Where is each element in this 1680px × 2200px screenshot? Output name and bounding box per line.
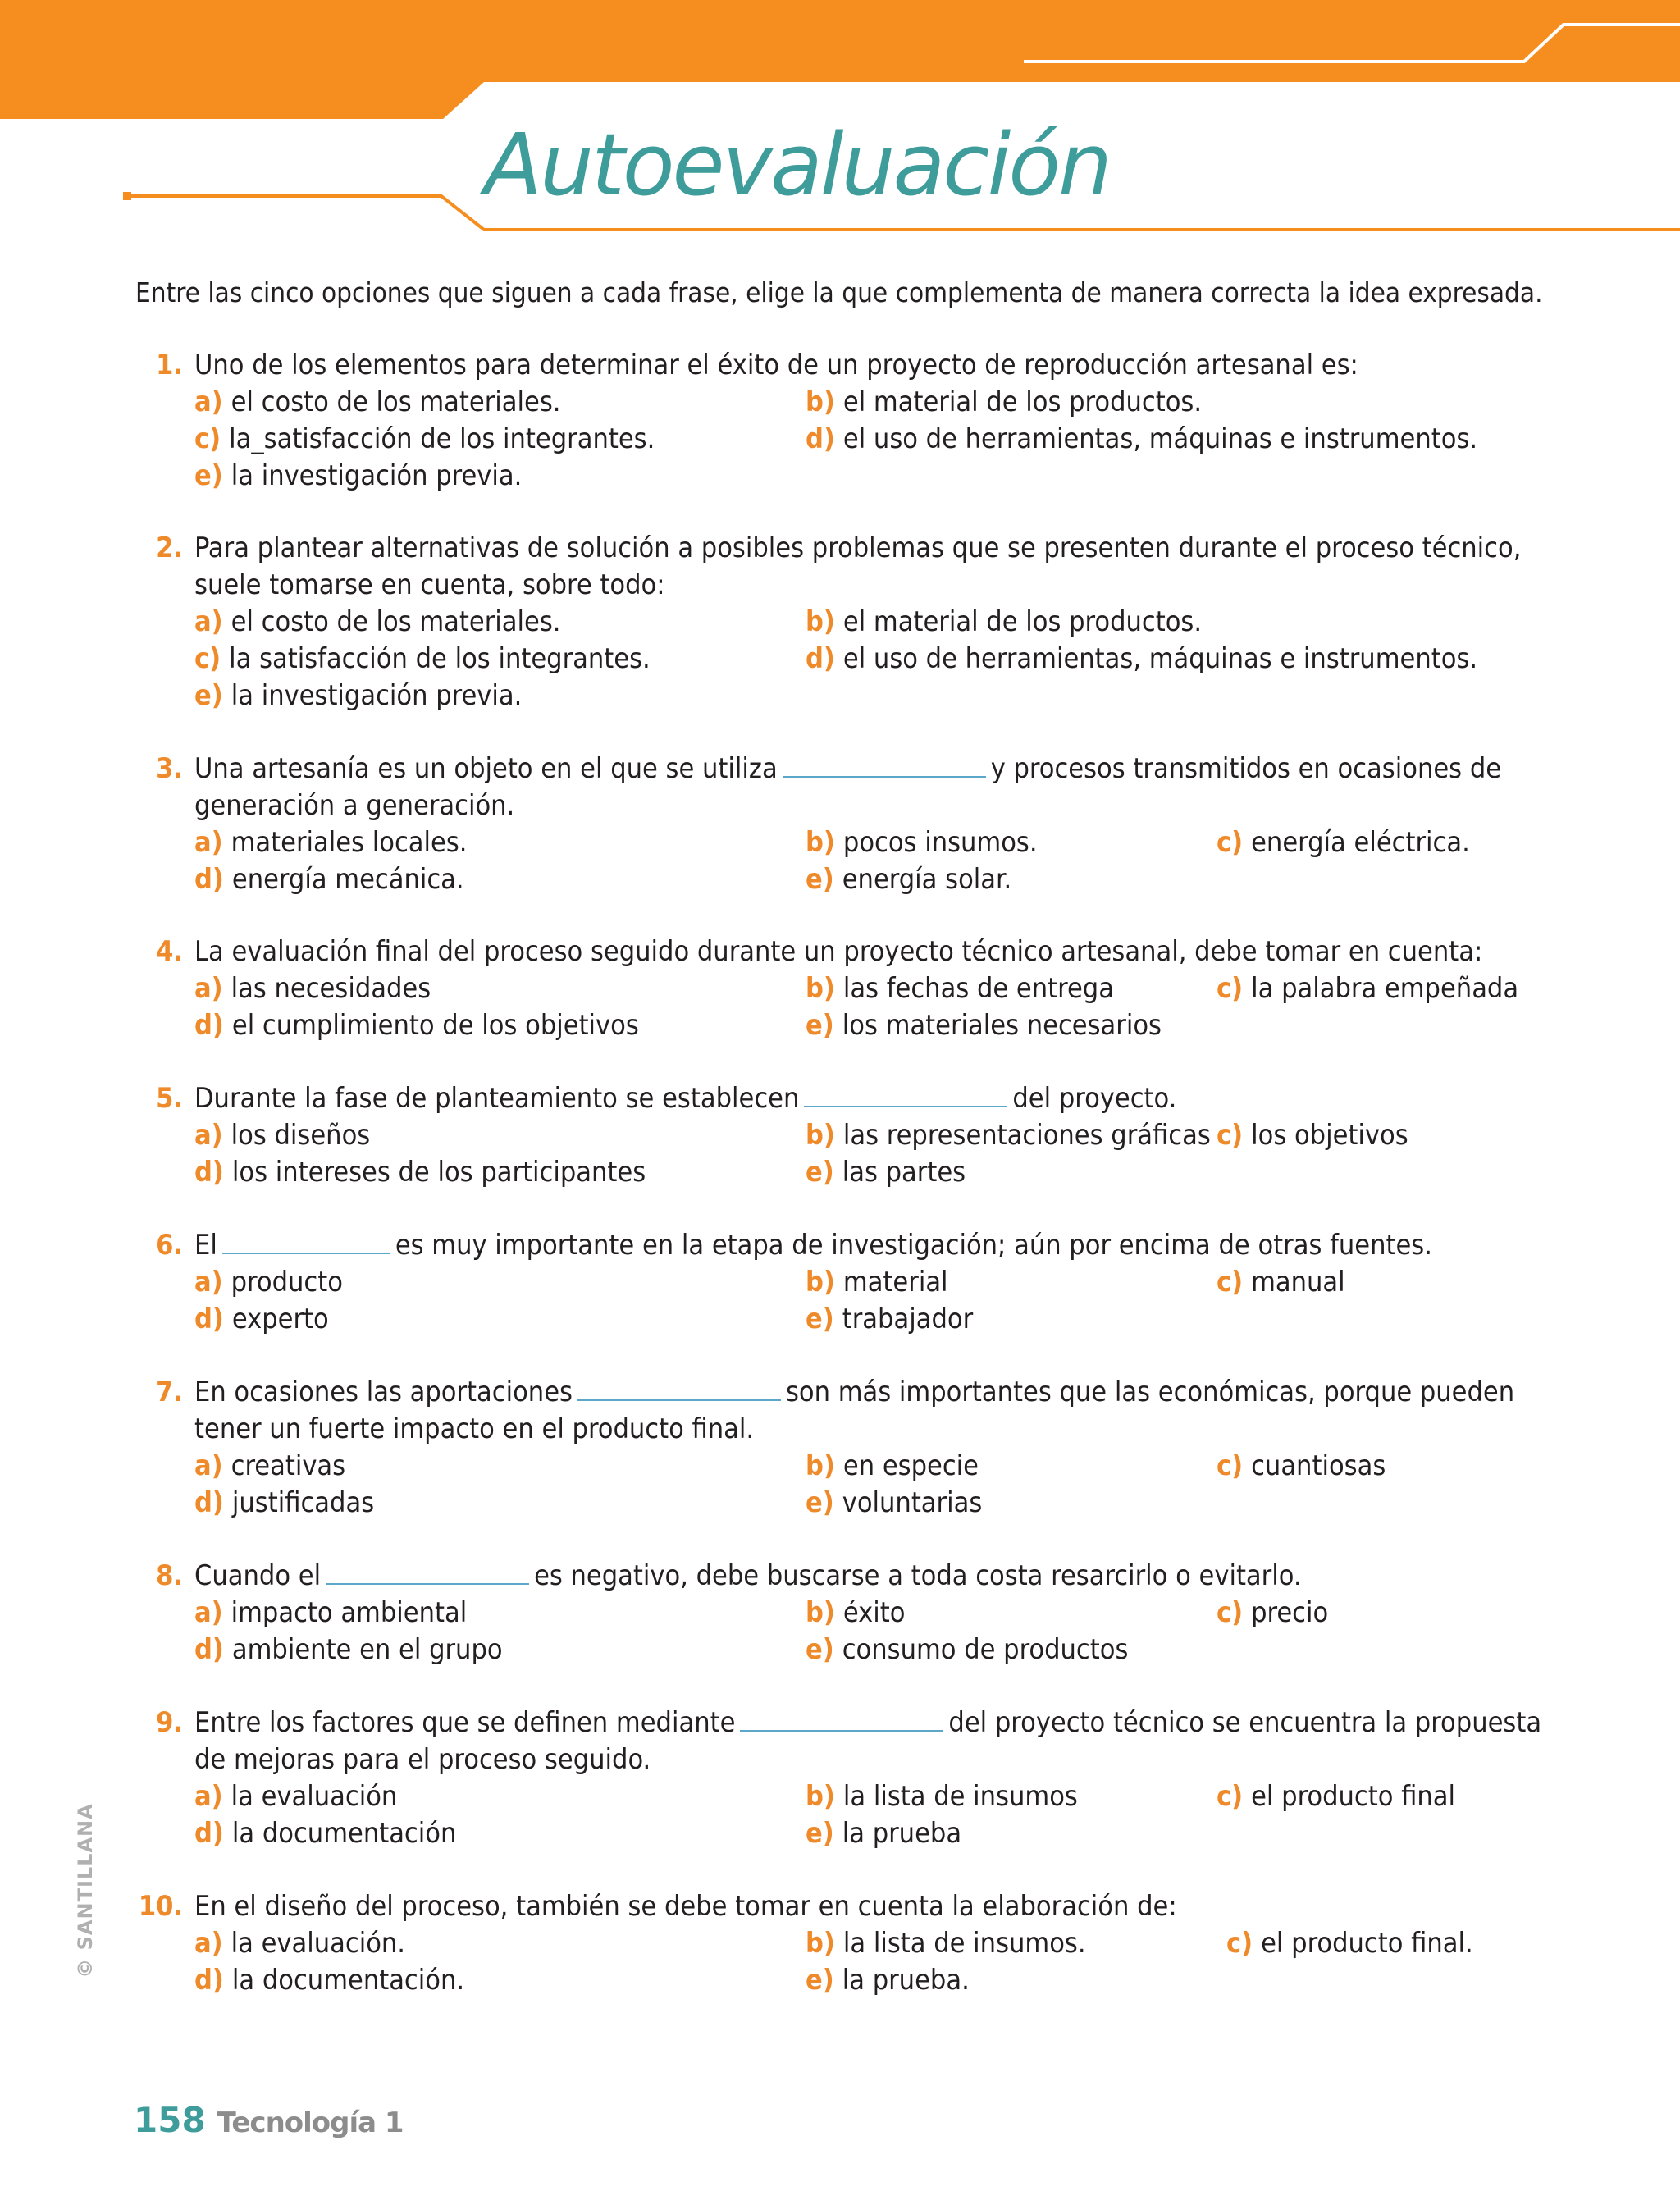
- question-text: Uno de los elementos para determinar el éxito de un proyecto de reproducción artesanal es:: [194, 349, 1358, 381]
- option-e[interactable]: e) la prueba: [806, 1817, 962, 1850]
- question-text-after: del proyecto técnico se encuentra la propuesta: [948, 1706, 1542, 1739]
- page-number: 158: [134, 2100, 206, 2140]
- option-a[interactable]: a) los diseños: [194, 1119, 371, 1152]
- question-text-after: del proyecto.: [1012, 1082, 1177, 1115]
- question-4: [135, 933, 1530, 1044]
- question-1: [135, 347, 1530, 495]
- question-number: 4.: [156, 935, 183, 968]
- answer-blank[interactable]: [222, 1228, 390, 1254]
- question-text: Durante la fase de planteamiento se establecen: [194, 1082, 800, 1115]
- option-c[interactable]: c) el producto final: [1217, 1780, 1456, 1813]
- instructions-text: Entre las cinco opciones que siguen a cada frase, elige la que complementa de manera correcta la idea expresada.: [135, 276, 1543, 308]
- question-9: [135, 1705, 1542, 1852]
- question-text-after: es muy importante en la etapa de investigación; aún por encima de otras fuentes.: [395, 1229, 1432, 1262]
- option-d[interactable]: d) los intereses de los participantes: [194, 1156, 646, 1189]
- option-c[interactable]: c) precio: [1217, 1596, 1329, 1629]
- option-b[interactable]: b) material: [806, 1266, 948, 1299]
- question-number: 7.: [156, 1376, 183, 1408]
- question-text: Para plantear alternativas de solución a posibles problemas que se presenten durante el proceso técnico,: [194, 532, 1522, 564]
- question-text: En ocasiones las aportaciones: [194, 1376, 573, 1408]
- option-d[interactable]: d) justificadas: [194, 1486, 375, 1519]
- answer-blank[interactable]: [804, 1081, 1007, 1107]
- option-c[interactable]: c) el producto final.: [1226, 1927, 1473, 1960]
- question-text: La evaluación final del proceso seguido durante un proyecto técnico artesanal, debe tomar en cuenta:: [194, 935, 1483, 968]
- question-text-continued: tener un fuerte impacto en el producto final.: [194, 1413, 755, 1445]
- question-text: El: [194, 1229, 217, 1262]
- answer-blank[interactable]: [783, 751, 986, 778]
- question-2: [135, 530, 1530, 714]
- option-a[interactable]: a) producto: [194, 1266, 343, 1299]
- option-d[interactable]: d) el cumplimiento de los objetivos: [194, 1009, 639, 1042]
- question-number: 2.: [156, 532, 183, 564]
- option-e[interactable]: e) voluntarias: [806, 1486, 983, 1519]
- option-b[interactable]: b) éxito: [806, 1596, 906, 1629]
- answer-blank[interactable]: [740, 1705, 943, 1732]
- question-text: Cuando el: [194, 1559, 322, 1592]
- question-text: En el diseño del proceso, también se debe tomar en cuenta la elaboración de:: [194, 1890, 1177, 1923]
- option-a[interactable]: a) el costo de los materiales.: [194, 605, 561, 638]
- option-b[interactable]: b) la lista de insumos.: [806, 1927, 1086, 1960]
- option-d[interactable]: d) energía mecánica.: [194, 863, 464, 896]
- question-10: [135, 1888, 1530, 1999]
- option-c[interactable]: c) cuantiosas: [1217, 1449, 1386, 1482]
- page-footer: [134, 2100, 404, 2140]
- option-c[interactable]: c) los objetivos: [1217, 1119, 1408, 1152]
- question-text-after: son más importantes que las económicas, porque pueden: [785, 1376, 1515, 1408]
- option-e[interactable]: e) consumo de productos: [806, 1633, 1129, 1666]
- question-text-continued: suele tomarse en cuenta, sobre todo:: [194, 568, 665, 601]
- book-title: Tecnología 1: [217, 2106, 404, 2139]
- question-number: 10.: [138, 1890, 183, 1923]
- option-b[interactable]: b) el material de los productos.: [806, 605, 1203, 638]
- option-d[interactable]: d) experto: [194, 1303, 329, 1335]
- option-b[interactable]: b) el material de los productos.: [806, 386, 1203, 418]
- option-c[interactable]: c) energía eléctrica.: [1217, 826, 1470, 859]
- answer-blank[interactable]: [578, 1375, 781, 1401]
- option-c[interactable]: c) la palabra empeñada: [1217, 972, 1519, 1005]
- option-b[interactable]: b) las representaciones gráficas: [806, 1119, 1211, 1152]
- question-number: 3.: [156, 752, 183, 785]
- question-text-continued: generación a generación.: [194, 789, 515, 822]
- option-d[interactable]: d) la documentación: [194, 1817, 457, 1850]
- question-number: 8.: [156, 1559, 183, 1592]
- option-a[interactable]: a) impacto ambiental: [194, 1596, 468, 1629]
- answer-blank[interactable]: [326, 1559, 529, 1585]
- question-text-after: y procesos transmitidos en ocasiones de: [990, 752, 1502, 785]
- option-c[interactable]: c) la satisfacción de los integrantes.: [194, 642, 651, 675]
- question-6: [135, 1227, 1530, 1338]
- option-d[interactable]: d) el uso de herramientas, máquinas e instrumentos.: [806, 422, 1478, 455]
- option-a[interactable]: a) la evaluación: [194, 1780, 398, 1813]
- option-a[interactable]: a) la evaluación.: [194, 1927, 406, 1960]
- question-number: 1.: [156, 349, 183, 381]
- page-title: Autoevaluación: [484, 115, 1110, 215]
- question-text-after: es negativo, debe buscarse a toda costa resarcirlo o evitarlo.: [534, 1559, 1302, 1592]
- option-a[interactable]: a) las necesidades: [194, 972, 431, 1005]
- option-e[interactable]: e) las partes: [806, 1156, 966, 1189]
- option-d[interactable]: d) la documentación.: [194, 1964, 465, 1997]
- question-text-continued: de mejoras para el proceso seguido.: [194, 1743, 651, 1776]
- option-c[interactable]: c) la_satisfacción de los integrantes.: [194, 422, 655, 455]
- option-e[interactable]: e) la prueba.: [806, 1964, 970, 1997]
- option-c[interactable]: c) manual: [1217, 1266, 1345, 1299]
- option-d[interactable]: d) el uso de herramientas, máquinas e instrumentos.: [806, 642, 1478, 675]
- option-d[interactable]: d) ambiente en el grupo: [194, 1633, 503, 1666]
- question-number: 6.: [156, 1229, 183, 1262]
- question-3: [135, 751, 1530, 898]
- option-e[interactable]: e) energía solar.: [806, 863, 1012, 896]
- question-number: 5.: [156, 1082, 183, 1115]
- option-b[interactable]: b) la lista de insumos: [806, 1780, 1078, 1813]
- question-number: 9.: [156, 1706, 183, 1739]
- question-text: Entre los factores que se definen mediante: [194, 1706, 736, 1739]
- question-5: [135, 1080, 1530, 1191]
- option-a[interactable]: a) materiales locales.: [194, 826, 468, 859]
- option-b[interactable]: b) en especie: [806, 1449, 979, 1482]
- option-a[interactable]: a) el costo de los materiales.: [194, 386, 561, 418]
- option-a[interactable]: a) creativas: [194, 1449, 346, 1482]
- question-text: Una artesanía es un objeto en el que se utiliza: [194, 752, 778, 785]
- option-b[interactable]: b) las fechas de entrega: [806, 972, 1114, 1005]
- option-e[interactable]: e) los materiales necesarios: [806, 1009, 1162, 1042]
- question-7: [135, 1374, 1530, 1522]
- option-e[interactable]: e) la investigación previa.: [194, 459, 523, 492]
- option-b[interactable]: b) pocos insumos.: [806, 826, 1038, 859]
- option-e[interactable]: e) la investigación previa.: [194, 679, 523, 712]
- option-e[interactable]: e) trabajador: [806, 1303, 974, 1335]
- copyright-notice: © SANTILLANA: [74, 1803, 97, 1979]
- question-8: [135, 1558, 1530, 1668]
